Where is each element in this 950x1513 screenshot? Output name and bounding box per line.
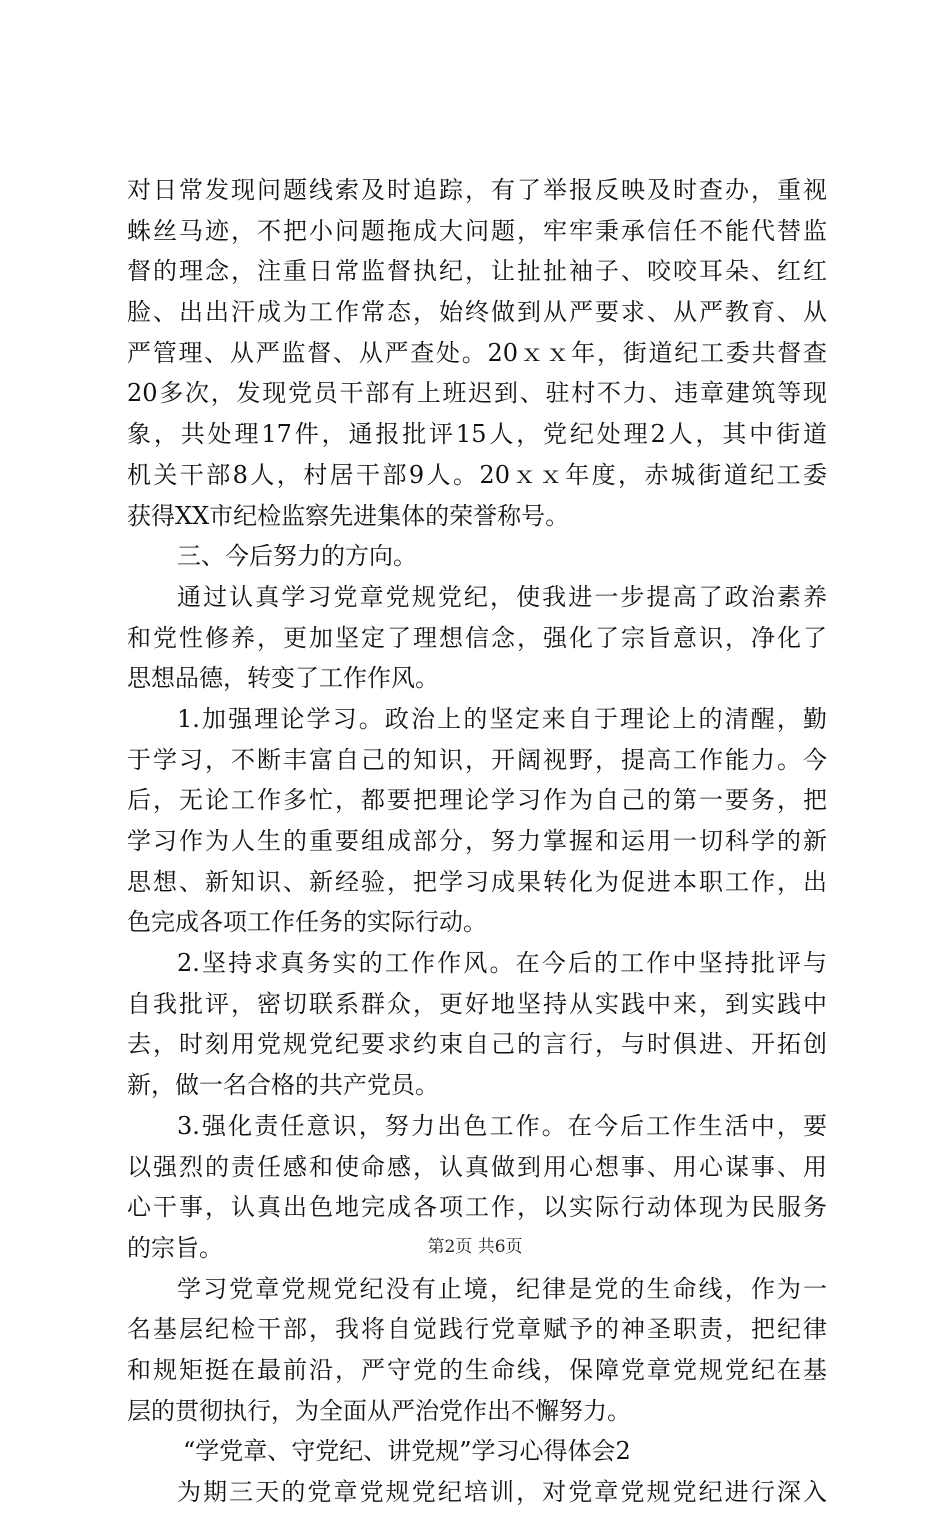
text-line: 1.加强理论学习。政治上的坚定来自于理论上的清醒，勤	[177, 704, 827, 733]
text-line: 学习党章党规党纪没有止境，纪律是党的生命线，作为一	[177, 1274, 827, 1303]
text-line: 自我批评，密切联系群众，更好地坚持从实践中来，到实践中	[127, 989, 827, 1018]
text-line: 和规矩挺在最前沿，严守党的生命线，保障党章党规党纪在基	[127, 1355, 827, 1384]
text-line: 心干事，认真出色地完成各项工作，以实际行动体现为民服务	[127, 1193, 827, 1222]
text-line: 脸、出出汗成为工作常态，始终做到从严要求、从严教育、从	[127, 298, 827, 327]
text-line: 新，做一名合格的共产党员。	[127, 1071, 439, 1100]
text-line: 和党性修养，更加坚定了理想信念，强化了宗旨意识，净化了	[127, 623, 827, 652]
text-line: 三、今后努力的方向。	[177, 542, 417, 571]
text-line: 象，共处理17件，通报批评15人，党纪处理2人，其中街道	[127, 420, 827, 449]
text-line: 思想、新知识、新经验，把学习成果转化为促进本职工作，出	[127, 867, 827, 896]
text-line: “学党章、守党纪、讲党规”学习心得体会2	[183, 1437, 631, 1466]
text-line: 后，无论工作多忙，都要把理论学习作为自己的第一要务，把	[127, 786, 827, 815]
text-line: 于学习，不断丰富自己的知识，开阔视野，提高工作能力。今	[127, 745, 827, 774]
text-line: 督的理念，注重日常监督执纪，让扯扯袖子、咬咬耳朵、红红	[127, 257, 827, 286]
text-line: 通过认真学习党章党规党纪，使我进一步提高了政治素养	[177, 582, 827, 611]
text-line: 的宗旨。	[127, 1233, 223, 1262]
text-line: 学习作为人生的重要组成部分，努力掌握和运用一切科学的新	[127, 827, 827, 855]
text-line: 蛛丝马迹，不把小问题拖成大问题，牢牢秉承信任不能代替监	[127, 216, 827, 245]
text-line: 获得XX市纪检监察先进集体的荣誉称号。	[127, 501, 570, 530]
text-line: 色完成各项工作任务的实际行动。	[127, 908, 487, 937]
text-line: 严管理、从严监督、从严查处。20ｘｘ年，街道纪工委共督查	[127, 338, 827, 367]
text-line: 名基层纪检干部，我将自觉践行党章赋予的神圣职责，把纪律	[127, 1315, 827, 1344]
document-body	[127, 170, 827, 1513]
text-line: 20多次，发现党员干部有上班迟到、驻村不力、违章建筑等现	[127, 379, 827, 408]
text-line: 对日常发现问题线索及时追踪，有了举报反映及时查办，重视	[127, 176, 827, 204]
text-line: 思想品德，转变了工作作风。	[127, 664, 439, 693]
text-line: 机关干部8人，村居干部9人。20ｘｘ年度，赤城街道纪工委	[127, 460, 827, 489]
text-line: 2.坚持求真务实的工作作风。在今后的工作中坚持批评与	[177, 949, 827, 978]
text-line: 为期三天的党章党规党纪培训，对党章党规党纪进行深入	[177, 1478, 827, 1506]
text-line: 以强烈的责任感和使命感，认真做到用心想事、用心谋事、用	[127, 1152, 827, 1181]
text-line: 层的贯彻执行，为全面从严治党作出不懈努力。	[127, 1396, 631, 1425]
page-footer: 第2页 共6页	[427, 1237, 523, 1257]
text-line: 3.强化责任意识，努力出色工作。在今后工作生活中，要	[177, 1111, 827, 1140]
text-line: 去，时刻用党规党纪要求约束自己的言行，与时俱进、开拓创	[127, 1030, 827, 1059]
